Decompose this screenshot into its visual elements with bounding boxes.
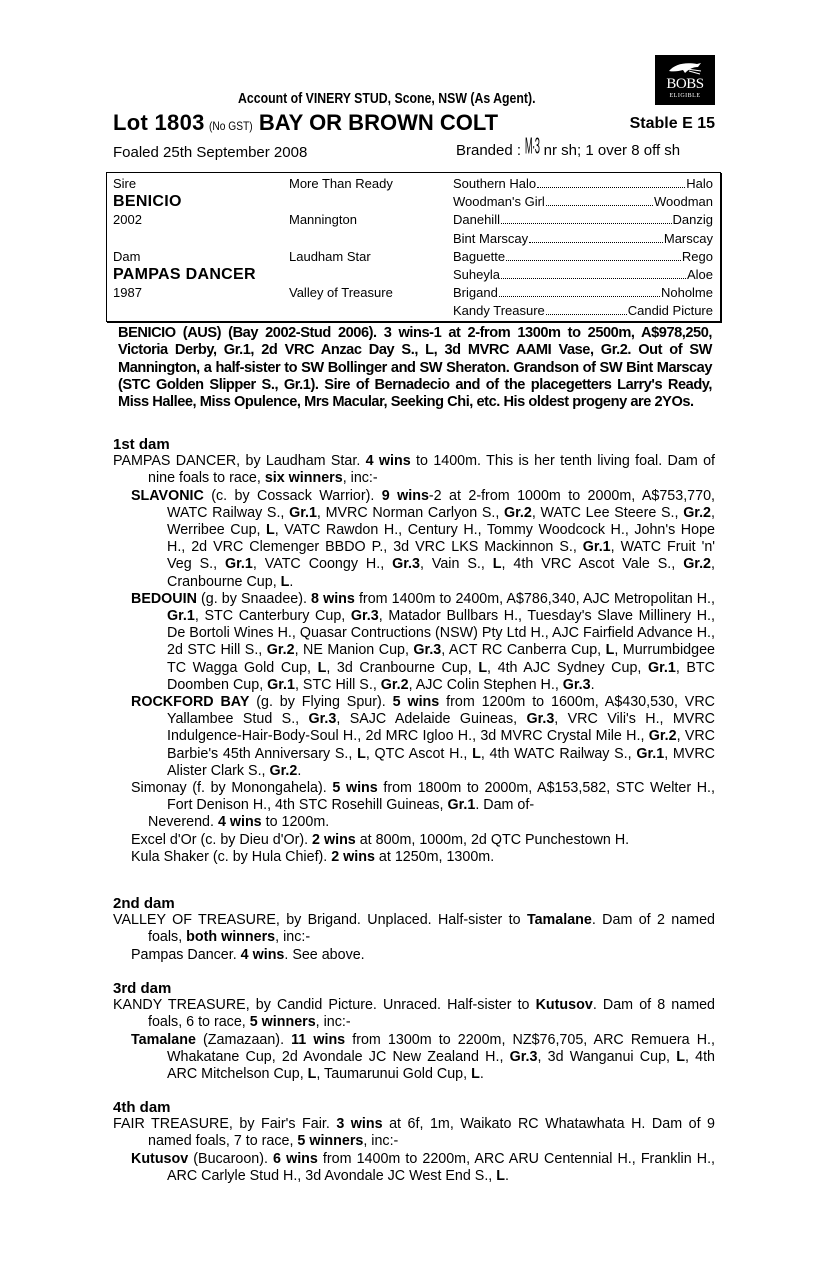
bold-text: BEDOUIN xyxy=(131,590,197,607)
text: from 1300m to 2200m, NZ$76,705, ARC Remuera H., Whakatane Cup, 2d Avondale JC New Zealand H., xyxy=(167,1031,715,1065)
text: , BTC Doomben Cup, xyxy=(167,659,715,693)
text: , 4th WATC Railway S., xyxy=(480,745,637,762)
bold-text: L xyxy=(496,1167,505,1184)
brand-mark: M·3 xyxy=(525,133,540,159)
text: . Dam of 2 named foals, xyxy=(148,912,715,946)
bold-text: six winners xyxy=(264,470,343,487)
text: , inc:- xyxy=(315,1014,351,1031)
foaled-date: Foaled 25th September 2008 xyxy=(113,144,308,161)
text: , Matador Bullbars H., Tuesday's Slave Millinery H., De Bortoli Wines H., Quasar Contructions (NSW) Pty Ltd H., AJC Fairfield Advance H., 2d STC Hill S., xyxy=(167,608,715,659)
text: , SAJC Adelaide Guineas, xyxy=(336,711,527,728)
text: -2 at 2-from 1000m to 2000m, A$753,770, WATC Railway S., xyxy=(167,487,716,521)
bold-text: L xyxy=(317,659,327,676)
bold-text: L xyxy=(605,642,615,659)
pedigree-great-grandparent xyxy=(453,302,713,320)
text: , MVRC Norman Carlyon S., xyxy=(316,504,505,521)
text: from 1200m to 1600m, A$430,530, VRC Yallambee Stud S., xyxy=(167,694,715,728)
section-heading: 3rd dam xyxy=(113,980,172,997)
ancestor-sire: Candid Picture xyxy=(627,303,713,319)
pedigree-grandparent: Mannington xyxy=(289,212,357,228)
text: , 4th AJC Sydney Cup, xyxy=(487,659,648,676)
text: , Cranbourne Cup, xyxy=(167,556,715,590)
pedigree-row xyxy=(107,302,720,320)
bold-text: 5 winners xyxy=(249,1014,316,1031)
dot-leader xyxy=(537,175,685,188)
dot-leader xyxy=(506,248,681,261)
pedigree-row xyxy=(107,230,720,248)
progeny-record xyxy=(131,591,715,694)
sire-summary: BENICIO (AUS) (Bay 2002-Stud 2006). 3 wins-1 at 2-from 1300m to 2500m, A$978,250, Victoria Derby, Gr.1, 2d VRC Anzac Day S., L, 3d MVRC AAMI Vase, Gr.2. Out of SW Mannington, a half-sister to SW Bollinger and SW Sheraton. Grandson of SW Bint Marscay (STC Golden Slipper S., Gr.1). Sire of Bernadecio and of the placegetters Larry's Ready, Miss Hallee, Miss Opulence, Mrs Macular, Seeking Chi, etc. His oldest progeny are 2YOs. xyxy=(118,325,712,411)
ancestor-sire: Rego xyxy=(681,248,713,264)
text: VALLEY OF TREASURE, by Brigand. Unplaced. Half-sister to xyxy=(113,912,527,929)
pedigree-grandparent: Valley of Treasure xyxy=(289,285,393,301)
text: (Bucaroon). xyxy=(188,1150,274,1167)
text: Pampas Dancer. xyxy=(131,946,241,963)
ancestor-sire: Noholme xyxy=(660,285,713,301)
pedigree-parent: PAMPAS DANCER xyxy=(113,266,256,283)
text: . xyxy=(479,1066,484,1083)
text: from 1400m to 2400m, A$786,340, AJC Metropolitan H., xyxy=(354,590,715,607)
text: from 1800m to 2000m, A$153,582, STC Welter H., Fort Denison H., 4th STC Rosehill Guineas, xyxy=(167,780,715,814)
bold-text: L xyxy=(472,745,481,762)
bold-text: Tamalane xyxy=(526,912,592,929)
progeny-record xyxy=(131,849,715,866)
pedigree-row xyxy=(107,266,720,284)
ancestor-sire: Marscay xyxy=(663,230,713,246)
pedigree-parent: BENICIO xyxy=(113,193,182,211)
ancestor-name: Baguette xyxy=(453,248,506,264)
pedigree-great-grandparent xyxy=(453,230,713,248)
branded-label: Branded : xyxy=(456,142,522,159)
text: at 800m, 1000m, 2d QTC Punchestown H. xyxy=(355,831,630,848)
ancestor-name: Woodman's Girl xyxy=(453,194,545,210)
bold-text: 2 wins xyxy=(331,848,375,865)
bold-text: Gr.2 xyxy=(269,762,298,779)
text: , WATC Fruit 'n' Veg S., xyxy=(167,539,715,573)
ancestor-name: Brigand xyxy=(453,285,498,301)
progeny-record xyxy=(131,832,715,849)
text: . See above. xyxy=(284,946,365,963)
bold-text: Gr.2 xyxy=(504,504,532,521)
bold-text: Gr.3 xyxy=(350,608,379,625)
pedigree-parent: 2002 xyxy=(113,212,142,228)
text: Kula Shaker (c. by Hula Chief). xyxy=(131,848,332,865)
stable-location: Stable E 15 xyxy=(629,115,715,132)
bold-text: Gr.1 xyxy=(225,556,253,573)
bold-text: Tamalane xyxy=(131,1031,196,1048)
pedigree-table xyxy=(106,172,721,322)
dam-record xyxy=(113,997,715,1031)
pedigree-parent: Sire xyxy=(113,176,137,191)
progeny-record xyxy=(131,780,715,814)
bold-text: Gr.3 xyxy=(413,642,442,659)
text: , 4th ARC Mitchelson Cup, xyxy=(167,1048,716,1083)
text: . xyxy=(289,573,294,590)
text: FAIR TREASURE, by Fair's Fair. xyxy=(113,1116,337,1133)
bold-text: Kutusov xyxy=(131,1150,189,1167)
text: , Taumarunui Gold Cup, xyxy=(316,1066,472,1083)
bold-text: 4 wins xyxy=(217,814,262,831)
pedigree-grandparent: Laudham Star xyxy=(289,248,371,264)
progeny-record xyxy=(131,1151,715,1185)
bold-text: Gr.1 xyxy=(447,797,476,814)
pedigree-grandparent: More Than Ready xyxy=(289,176,393,191)
bold-text: Gr.1 xyxy=(167,608,195,625)
pedigree-row xyxy=(107,211,720,229)
bold-text: Gr.1 xyxy=(267,676,295,693)
text: , MVRC Alister Clark S., xyxy=(167,745,715,779)
bold-text: 5 wins xyxy=(332,780,378,797)
dot-leader xyxy=(499,284,660,297)
text: . xyxy=(297,762,302,779)
dam-record xyxy=(113,1116,715,1150)
text: PAMPAS DANCER, by Laudham Star. xyxy=(113,453,366,470)
bold-text: 2 wins xyxy=(312,831,356,848)
section-heading: 4th dam xyxy=(113,1099,171,1116)
dot-leader xyxy=(529,230,663,243)
bold-text: Gr.1 xyxy=(582,539,611,556)
text: , STC Canterbury Cup, xyxy=(194,608,351,625)
dam-section xyxy=(113,980,715,1083)
text: , VATC Coongy H., xyxy=(252,556,393,573)
pedigree-great-grandparent xyxy=(453,211,713,229)
text: to 1200m. xyxy=(261,814,330,831)
dot-leader xyxy=(501,211,672,224)
text: , 4th VRC Ascot Vale S., xyxy=(501,556,684,573)
text: (g. by Flying Spur). xyxy=(249,694,393,711)
bold-text: Gr.2 xyxy=(266,642,295,659)
text: KANDY TREASURE, by Candid Picture. Unraced. Half-sister to xyxy=(113,997,536,1014)
bold-text: Gr.3 xyxy=(562,676,591,693)
ancestor-sire: Aloe xyxy=(686,267,713,282)
brand-info xyxy=(456,133,681,160)
text: to 1400m. This is her tenth living foal. Dam of nine foals to race, xyxy=(148,453,715,487)
text: , Werribee Cup, xyxy=(167,504,715,539)
bold-text: SLAVONIC xyxy=(131,487,204,504)
bold-text: 5 winners xyxy=(297,1133,364,1150)
lot-header xyxy=(113,110,715,136)
bold-text: Gr.2 xyxy=(683,504,712,521)
bold-text: Gr.3 xyxy=(308,711,337,728)
bold-text: 4 wins xyxy=(240,946,285,963)
text: , QTC Ascot H., xyxy=(365,745,473,762)
bold-text: 4 wins xyxy=(365,453,411,470)
pedigree-great-grandparent xyxy=(453,193,713,211)
logo-subtext: ELIGIBLE xyxy=(669,93,701,99)
text: , Vain S., xyxy=(419,556,493,573)
ancestor-name: Bint Marscay xyxy=(453,230,529,246)
text: , 3d Wanganui Cup, xyxy=(537,1048,677,1065)
text: , STC Hill S., xyxy=(294,676,381,693)
logo-text: BOBS xyxy=(666,76,704,92)
horse-head-icon xyxy=(667,61,703,75)
bold-text: ROCKFORD BAY xyxy=(131,694,250,711)
branded-details: nr sh; 1 over 8 off sh xyxy=(543,142,681,159)
bold-text: 3 wins xyxy=(336,1116,383,1133)
bold-text: L xyxy=(676,1048,685,1065)
dam-section xyxy=(113,895,715,964)
lot-description: BAY OR BROWN COLT xyxy=(258,110,499,135)
pedigree-parent: Dam xyxy=(113,248,141,264)
text: (c. by Cossack Warrior). xyxy=(203,487,382,504)
bold-text: Gr.3 xyxy=(526,711,555,728)
bold-text: 8 wins xyxy=(311,590,355,607)
progeny-record xyxy=(131,694,715,780)
pedigree-row xyxy=(107,248,720,266)
bold-text: 9 wins xyxy=(381,487,429,504)
dam-section xyxy=(113,1099,715,1185)
text: Simonay (f. by Monongahela). xyxy=(131,780,333,797)
text: at 6f, 1m, Waikato RC Whatawhata H. Dam of 9 named foals, 7 to race, xyxy=(148,1116,716,1150)
dam-record xyxy=(113,912,715,946)
pedigree-parent: 1987 xyxy=(113,285,142,301)
progeny-record xyxy=(148,814,715,831)
pedigree-great-grandparent xyxy=(453,284,713,302)
bold-text: Gr.1 xyxy=(647,659,676,676)
text: from 1400m to 2200m, ARC ARU Centennial H., Franklin H., ARC Carlyle Stud H., 3d Avondale JC West End S., xyxy=(167,1150,716,1184)
bold-text: Gr.3 xyxy=(392,556,420,573)
dam-record xyxy=(113,453,715,487)
pedigree-row xyxy=(107,175,720,193)
text: , ACT RC Canberra Cup, xyxy=(441,642,606,659)
ancestor-name: Kandy Treasure xyxy=(453,303,545,319)
text: (Zamazaan). xyxy=(195,1031,292,1048)
text: Excel d'Or (c. by Dieu d'Or). xyxy=(131,831,313,848)
bold-text: L xyxy=(357,745,366,762)
text: , NE Manion Cup, xyxy=(294,642,414,659)
bold-text: L xyxy=(280,573,290,590)
text: , inc:- xyxy=(363,1133,399,1150)
dot-leader xyxy=(501,266,686,279)
progeny-record xyxy=(131,1032,715,1084)
bold-text: both winners xyxy=(186,929,276,946)
text: , WATC Lee Steere S., xyxy=(531,504,684,521)
bold-text: Gr.2 xyxy=(648,728,677,745)
text: Neverend. xyxy=(148,814,218,831)
pedigree-row xyxy=(107,284,720,302)
bold-text: Gr.1 xyxy=(289,504,317,521)
text: , inc:- xyxy=(275,929,311,946)
text: , VATC Rawdon H., Century H., Tommy Woodcock H., John's Hope H., 2d VRC Clemenger BBDO P., 3d VRC LKS Mackinnon S., xyxy=(167,522,715,556)
text: . Dam of 8 named foals, 6 to race, xyxy=(148,997,715,1031)
dam-section xyxy=(113,436,715,866)
text: , 3d Cranbourne Cup, xyxy=(326,659,479,676)
bold-text: Gr.3 xyxy=(509,1048,538,1065)
ancestor-sire: Danzig xyxy=(672,212,713,228)
text: . xyxy=(590,676,595,693)
bold-text: L xyxy=(478,659,488,676)
text: . Dam of- xyxy=(475,797,535,814)
section-heading: 1st dam xyxy=(113,436,170,453)
lot-number: Lot 1803 xyxy=(113,110,205,135)
pedigree-great-grandparent xyxy=(453,266,713,284)
bold-text: Kutusov xyxy=(535,997,593,1014)
bold-text: L xyxy=(471,1066,480,1083)
vendor-account: Account of VINERY STUD, Scone, NSW (As Agent). xyxy=(238,90,536,107)
bold-text: Gr.2 xyxy=(683,556,712,573)
text: (g. by Snaadee). xyxy=(196,590,312,607)
bold-text: Gr.1 xyxy=(636,745,665,762)
dot-leader xyxy=(546,193,653,206)
section-heading: 2nd dam xyxy=(113,895,175,912)
bobs-eligible-logo xyxy=(655,55,715,105)
ancestor-sire: Woodman xyxy=(653,194,713,210)
text: , Murrumbidgee TC Wagga Gold Cup, xyxy=(167,642,715,676)
text: , VRC Vili's H., MVRC Indulgence-Hair-Body-Soul H., 2d MRC Igloo H., 3d MVRC Crystal Mile H., xyxy=(167,711,715,745)
bold-text: 5 wins xyxy=(392,694,440,711)
bold-text: 11 wins xyxy=(291,1031,346,1048)
pedigree-great-grandparent xyxy=(453,175,713,193)
text: , inc:- xyxy=(342,470,378,487)
text: . xyxy=(504,1167,509,1184)
bold-text: Gr.2 xyxy=(380,676,409,693)
gst-note: (No GST) xyxy=(209,119,253,133)
progeny-record xyxy=(131,488,715,591)
ancestor-name: Danehill xyxy=(453,212,500,228)
dot-leader xyxy=(546,302,627,315)
ancestor-name: Suheyla xyxy=(453,267,500,282)
bold-text: L xyxy=(307,1066,317,1083)
text: , AJC Colin Stephen H., xyxy=(408,676,563,693)
text: , VRC Barbie's 45th Anniversary S., xyxy=(167,728,716,762)
bold-text: 6 wins xyxy=(273,1150,318,1167)
ancestor-name: Southern Halo xyxy=(453,176,537,191)
text: at 1250m, 1300m. xyxy=(374,848,495,865)
bold-text: L xyxy=(492,556,502,573)
pedigree-row xyxy=(107,193,720,211)
pedigree-great-grandparent xyxy=(453,248,713,266)
progeny-record xyxy=(131,947,715,964)
bold-text: L xyxy=(266,522,275,539)
ancestor-sire: Halo xyxy=(686,176,713,191)
